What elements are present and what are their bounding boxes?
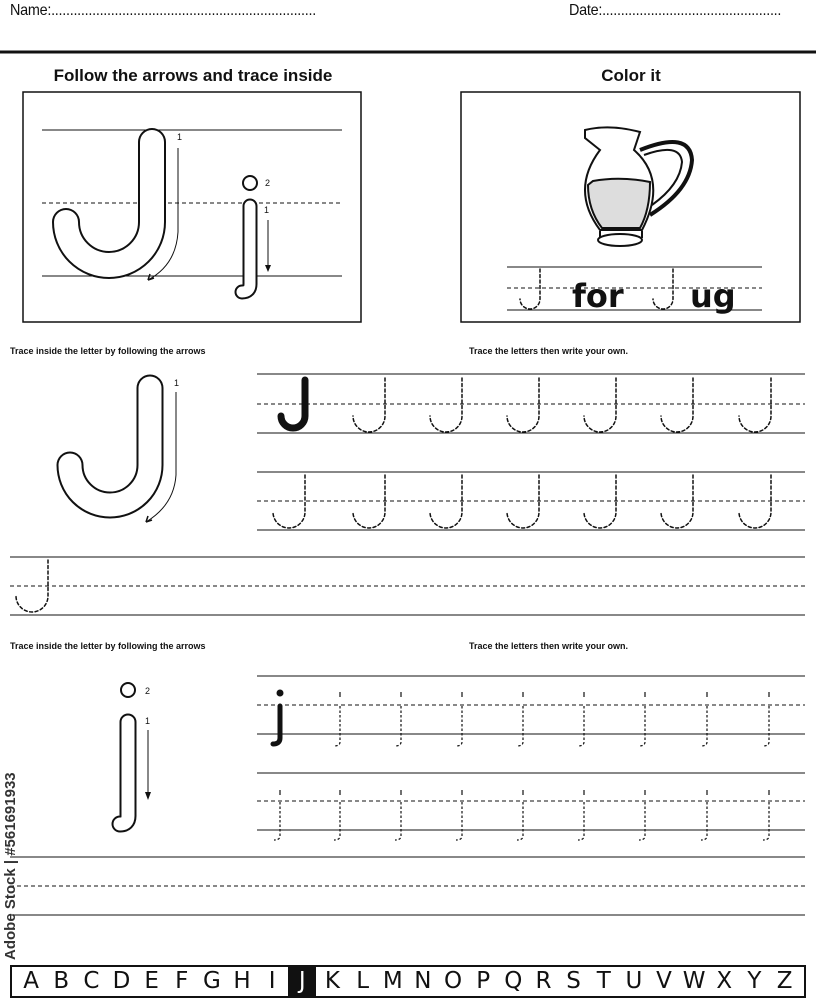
letter-j-dashed bbox=[334, 802, 340, 840]
letter-j-dashed bbox=[763, 802, 769, 840]
letter-j-dashed bbox=[517, 802, 523, 840]
alphabet-letter: Z bbox=[776, 968, 793, 994]
alphabet-letter: W bbox=[682, 968, 706, 994]
arrow-head-icon bbox=[265, 265, 271, 272]
stroke-number: 1 bbox=[264, 205, 270, 215]
alphabet-letter: N bbox=[414, 968, 432, 994]
letter-j-dashed bbox=[763, 706, 769, 746]
letter-j-dot-outline bbox=[121, 683, 135, 697]
letter-j-dashed bbox=[578, 802, 584, 840]
letter-j-dashed bbox=[639, 706, 645, 746]
letter-j-solid bbox=[273, 706, 280, 744]
alphabet-letter: E bbox=[144, 968, 159, 994]
stroke-number: 1 bbox=[174, 378, 180, 388]
jug-icon bbox=[585, 127, 692, 246]
letter-j-dashed bbox=[517, 706, 523, 746]
alphabet-letter: H bbox=[233, 968, 251, 994]
date-field[interactable]: Date:................................................ bbox=[569, 2, 782, 19]
word-ug: ug bbox=[690, 277, 736, 315]
letter-j-dashed bbox=[456, 706, 462, 746]
arrow-head-icon bbox=[145, 792, 151, 800]
alphabet-letter: B bbox=[53, 968, 70, 994]
alphabet-letter: P bbox=[476, 968, 491, 994]
alphabet-letter: U bbox=[625, 968, 643, 994]
alphabet-letter: T bbox=[596, 968, 611, 994]
alphabet-letter: Q bbox=[504, 968, 523, 994]
word-for: for bbox=[572, 277, 624, 315]
letter-j-dashed bbox=[739, 378, 771, 432]
instruction-trace-inside: Trace inside the letter by following the arrows bbox=[10, 346, 206, 356]
trace-heading: Follow the arrows and trace inside bbox=[53, 66, 333, 85]
letter-j-dashed bbox=[334, 706, 340, 746]
letter-j-dashed bbox=[507, 378, 539, 432]
alphabet-strip bbox=[10, 965, 806, 998]
alphabet-letter: G bbox=[202, 968, 221, 994]
alphabet-letter: V bbox=[656, 968, 672, 994]
letter-j-dashed bbox=[395, 802, 401, 840]
alphabet-letter: X bbox=[716, 968, 733, 994]
instruction-write-own: Trace the letters then write your own. bbox=[469, 641, 629, 651]
letter-j-dashed bbox=[653, 269, 673, 309]
alphabet-letter: A bbox=[23, 968, 39, 994]
color-heading: Color it bbox=[601, 66, 661, 85]
alphabet-letter: O bbox=[443, 968, 463, 994]
letter-j-dot-outline bbox=[243, 176, 257, 190]
stroke-number: 1 bbox=[145, 716, 151, 726]
alphabet-letter: S bbox=[566, 968, 581, 994]
trace-box bbox=[23, 92, 361, 322]
alphabet-letter: I bbox=[268, 968, 276, 994]
alphabet-letter: R bbox=[535, 968, 552, 994]
alphabet-letter: Y bbox=[747, 968, 762, 994]
letter-j-dashed bbox=[520, 269, 540, 309]
letter-j-dashed bbox=[274, 802, 280, 840]
letter-j-dashed bbox=[701, 706, 707, 746]
letter-glyphs bbox=[16, 142, 771, 840]
letter-j-dashed bbox=[456, 802, 462, 840]
letter-j-dashed bbox=[639, 802, 645, 840]
letter-j-dashed bbox=[578, 706, 584, 746]
letter-j-dashed bbox=[584, 378, 616, 432]
instruction-trace-inside: Trace inside the letter by following the arrows bbox=[10, 641, 206, 651]
alphabet-letter: M bbox=[382, 968, 403, 994]
alphabet-letter: K bbox=[324, 968, 341, 994]
letter-j-dot bbox=[277, 690, 284, 697]
alphabet-letter: D bbox=[112, 968, 131, 994]
name-field[interactable]: Name:....................................................................... bbox=[10, 2, 316, 19]
stroke-number: 1 bbox=[177, 132, 183, 142]
letter-j-dashed bbox=[661, 378, 693, 432]
stroke-number: 2 bbox=[265, 178, 271, 188]
alphabet-letter: F bbox=[175, 968, 189, 994]
alphabet-letter: L bbox=[356, 968, 370, 994]
instruction-write-own: Trace the letters then write your own. bbox=[469, 346, 629, 356]
letter-j-dashed bbox=[701, 802, 707, 840]
alphabet-letter: C bbox=[83, 968, 100, 994]
letter-j-dashed bbox=[430, 378, 462, 432]
letter-j-dashed bbox=[353, 378, 385, 432]
alphabet-letter: J bbox=[288, 967, 316, 996]
stroke-number: 2 bbox=[145, 686, 151, 696]
watermark: Adobe Stock | #561691933 bbox=[2, 772, 19, 960]
letter-j-dashed bbox=[395, 706, 401, 746]
